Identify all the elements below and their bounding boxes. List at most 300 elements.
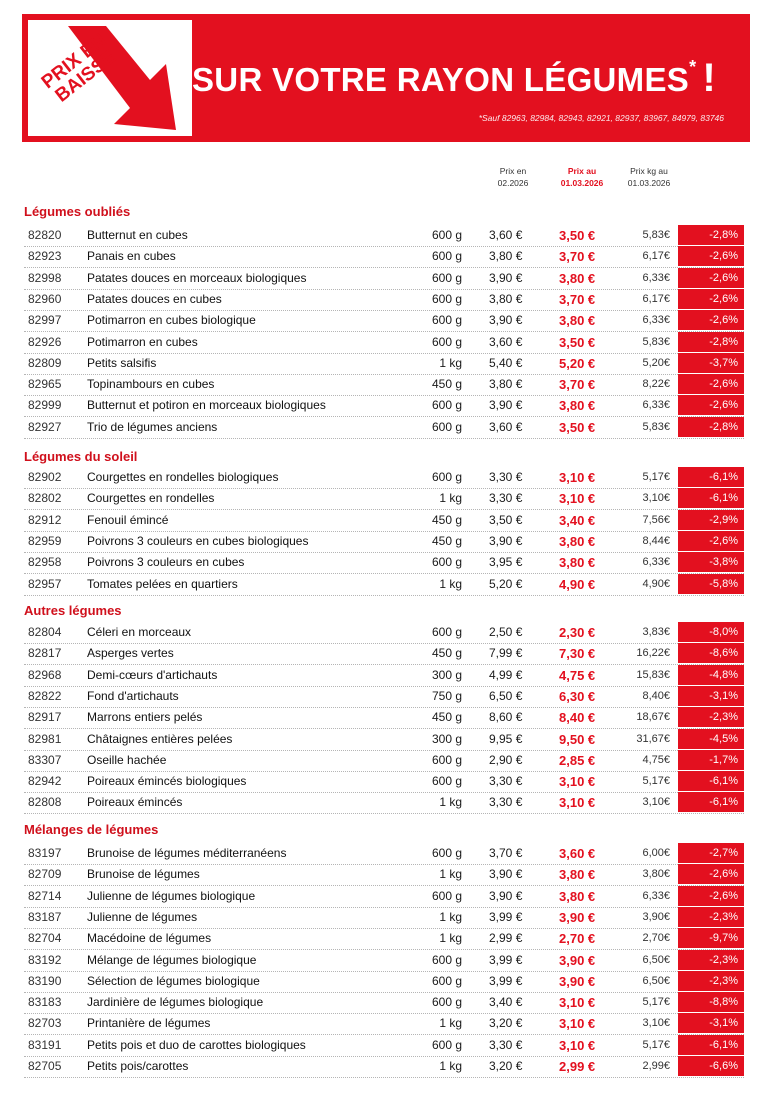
table-row — [24, 289, 744, 311]
product-code: 83187 — [28, 909, 62, 924]
new-price: 5,20 € — [559, 355, 596, 371]
new-price: 3,50 € — [559, 419, 596, 435]
product-code: 82902 — [28, 470, 62, 484]
product-weight: 1 kg — [439, 1016, 462, 1031]
product-code: 82957 — [28, 576, 62, 591]
new-price: 4,75 € — [559, 667, 596, 683]
product-weight: 450 g — [431, 710, 462, 725]
price-per-kg: 16,22€ — [636, 647, 670, 660]
product-name: Macédoine de légumes — [87, 931, 212, 946]
price-per-kg: 6,33€ — [642, 314, 670, 327]
new-price: 3,90 € — [559, 973, 596, 989]
product-name: Julienne de légumes — [87, 909, 198, 924]
old-price: 3,30 € — [489, 795, 523, 810]
new-price: 3,70 € — [559, 249, 596, 265]
product-weight: 600 g — [431, 270, 462, 285]
product-code: 82705 — [28, 1059, 62, 1073]
product-name: Potimarron en cubes biologique — [87, 313, 256, 328]
product-code: 82809 — [28, 355, 62, 370]
table-row — [24, 417, 744, 439]
product-weight: 1 kg — [439, 1059, 462, 1073]
discount-badge: -2,7% — [678, 843, 744, 863]
price-per-kg: 6,17€ — [642, 292, 670, 305]
product-code: 83192 — [28, 952, 62, 967]
discount-badge: -3,7% — [678, 353, 744, 373]
product-weight: 1 kg — [439, 867, 462, 882]
product-code: 82817 — [28, 646, 62, 661]
product-weight: 1 kg — [439, 909, 462, 924]
discount-badge: -2,8% — [678, 332, 744, 352]
price-per-kg: 5,83€ — [642, 335, 670, 348]
price-drop-badge — [28, 20, 192, 136]
discount-badge: -6,6% — [678, 1056, 744, 1076]
table-row — [24, 510, 744, 532]
price-per-kg: 3,83€ — [642, 626, 670, 638]
table-row — [24, 1013, 744, 1035]
price-per-kg: 3,10€ — [642, 1017, 670, 1030]
product-weight: 600 g — [431, 774, 462, 789]
price-per-kg: 5,83€ — [642, 229, 670, 241]
product-name: Printanière de légumes — [87, 1016, 211, 1031]
product-name: Asperges vertes — [87, 646, 174, 661]
new-price: 3,10 € — [559, 795, 596, 811]
table-row — [24, 864, 744, 886]
product-code: 82926 — [28, 334, 62, 349]
product-name: Poivrons 3 couleurs en cubes — [87, 555, 245, 570]
table-row — [24, 332, 744, 354]
old-price: 3,80 € — [489, 377, 523, 392]
discount-badge: -6,1% — [678, 792, 744, 812]
old-price: 3,60 € — [489, 419, 523, 434]
old-price: 3,30 € — [489, 1037, 523, 1052]
old-price: 3,60 € — [489, 334, 523, 349]
table-row — [24, 353, 744, 375]
old-price: 3,90 € — [489, 398, 523, 413]
discount-badge: -2,6% — [678, 864, 744, 884]
discount-badge: -9,7% — [678, 928, 744, 948]
table-row — [24, 643, 744, 665]
new-price: 2,70 € — [559, 931, 596, 947]
price-per-kg: 5,20€ — [642, 356, 670, 369]
product-code: 82912 — [28, 512, 62, 527]
discount-badge: -8,6% — [678, 643, 744, 663]
product-code: 82999 — [28, 398, 62, 413]
product-code: 82804 — [28, 625, 62, 639]
new-price: 3,90 € — [559, 952, 596, 968]
product-weight: 600 g — [431, 952, 462, 967]
price-per-kg: 6,33€ — [642, 399, 670, 412]
table-row — [24, 246, 744, 268]
discount-badge: -2,6% — [678, 310, 744, 330]
new-price: 2,85 € — [559, 752, 596, 768]
old-price: 3,99 € — [489, 909, 523, 924]
discount-badge: -2,6% — [678, 246, 744, 266]
product-code: 82942 — [28, 774, 62, 789]
new-price: 2,99 € — [559, 1059, 596, 1074]
old-price: 3,90 € — [489, 533, 523, 548]
old-price: 3,95 € — [489, 555, 523, 570]
price-per-kg: 15,83€ — [636, 668, 670, 681]
new-price: 3,80 € — [559, 888, 596, 904]
product-name: Jardinière de légumes biologique — [87, 995, 264, 1010]
product-name: Céleri en morceaux — [87, 625, 192, 639]
product-weight: 600 g — [431, 249, 462, 264]
price-per-kg: 6,50€ — [642, 953, 670, 966]
section-title: Autres légumes — [24, 603, 122, 618]
discount-badge: -2,6% — [678, 268, 744, 288]
product-name: Poivrons 3 couleurs en cubes biologiques — [87, 533, 309, 548]
table-row — [24, 750, 744, 772]
new-price: 8,40 € — [559, 710, 596, 726]
product-weight: 600 g — [431, 888, 462, 903]
product-code: 82997 — [28, 313, 62, 328]
product-code: 83191 — [28, 1037, 62, 1052]
section-title: Légumes oubliés — [24, 204, 131, 219]
old-price: 3,50 € — [489, 512, 523, 527]
price-per-kg: 5,83€ — [642, 420, 670, 433]
old-price: 3,99 € — [489, 973, 523, 988]
new-price: 3,80 € — [559, 555, 596, 571]
product-name: Topinambours en cubes — [87, 377, 215, 392]
new-price: 3,90 € — [559, 909, 596, 925]
product-weight: 600 g — [431, 398, 462, 413]
discount-badge: -6,1% — [678, 771, 744, 791]
price-per-kg: 5,17€ — [642, 471, 670, 483]
old-price: 5,20 € — [489, 576, 523, 591]
title-text: SUR VOTRE RAYON LÉGUMES — [192, 61, 690, 98]
old-price: 3,90 € — [489, 888, 523, 903]
table-row — [24, 574, 744, 596]
new-price: 3,10 € — [559, 1016, 596, 1032]
discount-badge: -2,3% — [678, 907, 744, 927]
discount-badge: -8,0% — [678, 622, 744, 642]
price-per-kg: 6,33€ — [642, 271, 670, 284]
product-name: Courgettes en rondelles — [87, 491, 215, 506]
old-price: 3,20 € — [489, 1059, 523, 1073]
product-name: Oseille hachée — [87, 752, 167, 767]
new-price: 3,50 € — [559, 334, 596, 350]
discount-badge: -4,5% — [678, 729, 744, 749]
col-header-old-price: Prix en 02.2026 — [497, 166, 529, 188]
product-code: 82808 — [28, 795, 62, 810]
section-title: Mélanges de légumes — [24, 822, 159, 837]
product-code: 83190 — [28, 973, 62, 988]
old-price: 3,30 € — [489, 774, 523, 789]
new-price: 3,50 € — [559, 228, 596, 243]
product-weight: 600 g — [431, 334, 462, 349]
product-weight: 450 g — [431, 512, 462, 527]
discount-badge: -2,8% — [678, 225, 744, 245]
new-price: 3,70 € — [559, 291, 596, 307]
old-price: 6,50 € — [489, 688, 523, 703]
product-name: Fenouil émincé — [87, 512, 169, 527]
page-title — [192, 56, 716, 101]
price-per-kg: 6,17€ — [642, 250, 670, 263]
price-per-kg: 18,67€ — [636, 711, 670, 724]
product-weight: 450 g — [431, 533, 462, 548]
product-weight: 300 g — [431, 731, 462, 746]
price-per-kg: 3,10€ — [642, 796, 670, 809]
old-price: 3,20 € — [489, 1016, 523, 1031]
old-price: 3,80 € — [489, 291, 523, 306]
new-price: 3,80 € — [559, 533, 596, 549]
price-per-kg: 5,17€ — [642, 775, 670, 788]
new-price: 3,10 € — [559, 491, 596, 507]
product-name: Patates douces en morceaux biologiques — [87, 270, 307, 285]
new-price: 3,80 € — [559, 867, 596, 883]
product-weight: 1 kg — [439, 795, 462, 810]
product-name: Sélection de légumes biologique — [87, 973, 260, 988]
price-per-kg: 3,10€ — [642, 492, 670, 505]
discount-badge: -4,8% — [678, 665, 744, 685]
old-price: 5,40 € — [489, 355, 523, 370]
discount-badge: -1,7% — [678, 750, 744, 770]
product-code: 83183 — [28, 995, 62, 1010]
product-weight: 600 g — [431, 291, 462, 306]
section-title: Légumes du soleil — [24, 449, 138, 464]
table-row — [24, 1056, 744, 1078]
price-per-kg: 2,70€ — [642, 932, 670, 945]
discount-badge: -2,3% — [678, 971, 744, 991]
product-code: 82822 — [28, 688, 62, 703]
discount-badge: -5,8% — [678, 574, 744, 594]
table-row — [24, 310, 744, 332]
old-price: 3,60 € — [489, 228, 523, 242]
product-name: Brunoise de légumes méditerranéens — [87, 846, 287, 860]
promo-banner — [22, 14, 750, 142]
table-row — [24, 771, 744, 793]
price-per-kg: 6,33€ — [642, 889, 670, 902]
table-row — [24, 707, 744, 729]
product-weight: 600 g — [431, 419, 462, 434]
product-weight: 600 g — [431, 625, 462, 639]
new-price: 3,40 € — [559, 512, 596, 528]
discount-badge: -6,1% — [678, 467, 744, 487]
discount-badge: -2,6% — [678, 395, 744, 415]
price-per-kg: 3,80€ — [642, 868, 670, 881]
product-code: 82981 — [28, 731, 62, 746]
discount-badge: -2,8% — [678, 417, 744, 437]
product-weight: 600 g — [431, 973, 462, 988]
product-name: Châtaignes entières pelées — [87, 731, 233, 746]
new-price: 6,30 € — [559, 688, 596, 704]
product-name: Poireaux émincés — [87, 795, 183, 810]
old-price: 3,30 € — [489, 470, 523, 484]
product-name: Panais en cubes — [87, 249, 176, 264]
table-row — [24, 488, 744, 510]
product-weight: 600 g — [431, 1037, 462, 1052]
col-header-new-price: Prix au 01.03.2026 — [560, 166, 604, 188]
product-code: 82968 — [28, 667, 62, 682]
old-price: 3,90 € — [489, 270, 523, 285]
exclusion-footnote: *Sauf 82963, 82984, 82943, 82921, 82937, 83967, 84979, 83746 — [478, 113, 724, 123]
old-price: 4,99 € — [489, 667, 523, 682]
discount-badge: -3,8% — [678, 552, 744, 572]
new-price: 3,60 € — [559, 846, 596, 861]
product-name: Julienne de légumes biologique — [87, 888, 256, 903]
discount-badge: -2,6% — [678, 289, 744, 309]
price-per-kg: 5,17€ — [642, 1038, 670, 1051]
product-code: 83197 — [28, 846, 62, 860]
table-row — [24, 928, 744, 950]
table-row — [24, 907, 744, 929]
product-code: 82959 — [28, 533, 62, 548]
old-price: 7,99 € — [489, 646, 523, 661]
product-weight: 600 g — [431, 555, 462, 570]
product-code: 82960 — [28, 291, 62, 306]
old-price: 3,30 € — [489, 491, 523, 506]
product-code: 82927 — [28, 419, 62, 434]
new-price: 3,80 € — [559, 398, 596, 414]
price-per-kg: 6,33€ — [642, 556, 670, 569]
product-name: Butternut en cubes — [87, 228, 188, 242]
product-name: Mélange de légumes biologique — [87, 952, 257, 967]
badge-label: PRIX EN BAISSE — [37, 29, 121, 107]
discount-badge: -2,6% — [678, 374, 744, 394]
product-code: 82709 — [28, 867, 62, 882]
product-code: 82958 — [28, 555, 62, 570]
old-price: 2,50 € — [489, 625, 523, 639]
table-row — [24, 992, 744, 1014]
old-price: 3,90 € — [489, 867, 523, 882]
product-code: 82965 — [28, 377, 62, 392]
discount-badge: -3,1% — [678, 1013, 744, 1033]
product-weight: 600 g — [431, 228, 462, 242]
old-price: 3,40 € — [489, 995, 523, 1010]
product-name: Brunoise de légumes — [87, 867, 200, 882]
price-per-kg: 4,90€ — [642, 577, 670, 590]
table-row — [24, 665, 744, 687]
new-price: 3,10 € — [559, 774, 596, 790]
discount-badge: -6,1% — [678, 488, 744, 508]
product-weight: 600 g — [431, 313, 462, 328]
discount-badge: -8,8% — [678, 992, 744, 1012]
table-row — [24, 792, 744, 814]
discount-badge: -3,1% — [678, 686, 744, 706]
product-code: 82703 — [28, 1016, 62, 1031]
price-per-kg: 8,40€ — [642, 689, 670, 702]
product-name: Patates douces en cubes — [87, 291, 222, 306]
product-code: 82714 — [28, 888, 62, 903]
product-code: 82802 — [28, 491, 62, 506]
price-per-kg: 8,22€ — [642, 378, 670, 391]
table-row — [24, 971, 744, 993]
table-row — [24, 950, 744, 972]
price-per-kg: 6,50€ — [642, 974, 670, 987]
new-price: 2,30 € — [559, 625, 596, 640]
product-weight: 600 g — [431, 846, 462, 860]
table-row — [24, 622, 744, 644]
new-price: 3,10 € — [559, 995, 596, 1011]
col-header-price-kg: Prix kg au 01.03.2026 — [627, 166, 671, 188]
product-code: 82998 — [28, 270, 62, 285]
product-weight: 600 g — [431, 752, 462, 767]
discount-badge: -2,6% — [678, 886, 744, 906]
old-price: 3,70 € — [489, 846, 523, 860]
title-exclamation: ! — [702, 56, 717, 100]
price-per-kg: 31,67€ — [636, 732, 670, 745]
title-asterisk: * — [689, 57, 697, 77]
old-price: 3,90 € — [489, 313, 523, 328]
product-code: 82923 — [28, 249, 62, 264]
new-price: 4,90 € — [559, 576, 596, 592]
product-name: Courgettes en rondelles biologiques — [87, 470, 279, 484]
price-per-kg: 8,44€ — [642, 534, 670, 547]
price-per-kg: 6,00€ — [642, 847, 670, 859]
product-name: Poireaux émincés biologiques — [87, 774, 247, 789]
old-price: 9,95 € — [489, 731, 523, 746]
price-per-kg: 2,99€ — [642, 1060, 670, 1072]
table-row — [24, 531, 744, 553]
table-row — [24, 552, 744, 574]
discount-badge: -2,9% — [678, 510, 744, 530]
table-row — [24, 225, 744, 247]
product-code: 82704 — [28, 931, 62, 946]
product-name: Fond d'artichauts — [87, 688, 179, 703]
product-name: Marrons entiers pelés — [87, 710, 203, 725]
product-weight: 1 kg — [439, 355, 462, 370]
product-name: Trio de légumes anciens — [87, 419, 218, 434]
old-price: 2,90 € — [489, 752, 523, 767]
product-code: 82820 — [28, 228, 62, 242]
new-price: 3,70 € — [559, 377, 596, 393]
product-weight: 600 g — [431, 995, 462, 1010]
product-weight: 600 g — [431, 470, 462, 484]
table-row — [24, 1035, 744, 1057]
product-name: Butternut et potiron en morceaux biologiques — [87, 398, 326, 413]
new-price: 3,80 € — [559, 270, 596, 286]
product-weight: 300 g — [431, 667, 462, 682]
product-weight: 1 kg — [439, 931, 462, 946]
product-weight: 1 kg — [439, 576, 462, 591]
table-row — [24, 729, 744, 751]
table-row — [24, 686, 744, 708]
discount-badge: -2,6% — [678, 531, 744, 551]
table-row — [24, 843, 744, 865]
product-weight: 750 g — [431, 688, 462, 703]
price-per-kg: 7,56€ — [642, 513, 670, 526]
price-per-kg: 4,75€ — [642, 753, 670, 766]
discount-badge: -2,3% — [678, 950, 744, 970]
product-name: Petits pois et duo de carottes biologiques — [87, 1037, 306, 1052]
table-row — [24, 268, 744, 290]
discount-badge: -6,1% — [678, 1035, 744, 1055]
product-weight: 450 g — [431, 646, 462, 661]
discount-badge: -2,3% — [678, 707, 744, 727]
product-name: Potimarron en cubes — [87, 334, 198, 349]
price-per-kg: 5,17€ — [642, 996, 670, 1009]
table-row — [24, 395, 744, 417]
table-row — [24, 886, 744, 908]
old-price: 8,60 € — [489, 710, 523, 725]
product-name: Demi-cœurs d'artichauts — [87, 667, 218, 682]
product-weight: 1 kg — [439, 491, 462, 506]
old-price: 3,99 € — [489, 952, 523, 967]
product-name: Petits salsifis — [87, 355, 157, 370]
table-row — [24, 467, 744, 489]
new-price: 7,30 € — [559, 646, 596, 662]
product-code: 82917 — [28, 710, 62, 725]
new-price: 9,50 € — [559, 731, 596, 747]
product-name: Petits pois/carottes — [87, 1059, 189, 1073]
price-per-kg: 3,90€ — [642, 910, 670, 923]
new-price: 3,80 € — [559, 313, 596, 329]
product-code: 83307 — [28, 752, 62, 767]
old-price: 3,80 € — [489, 249, 523, 264]
new-price: 3,10 € — [559, 470, 596, 485]
old-price: 2,99 € — [489, 931, 523, 946]
product-weight: 450 g — [431, 377, 462, 392]
